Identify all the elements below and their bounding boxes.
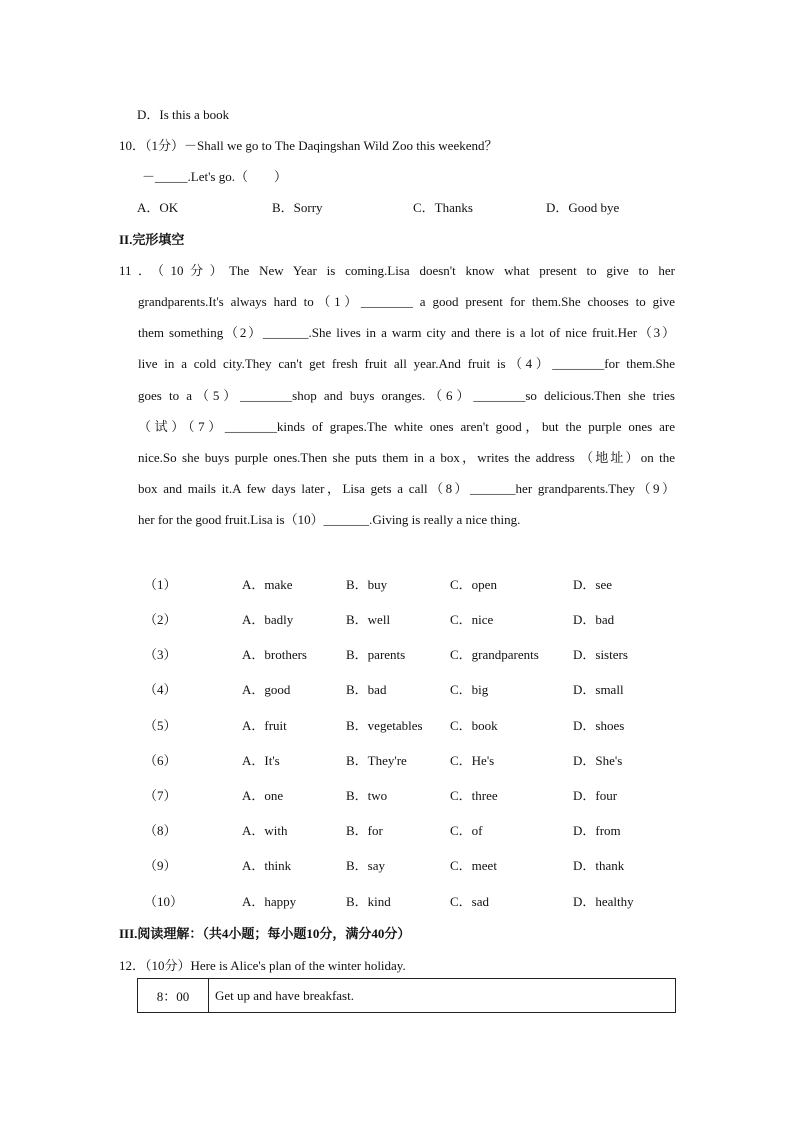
q11-passage-line: them something（2）_______.She lives in a warm city and there is a lot of nice fruit.Her（3） xyxy=(138,325,675,340)
choice-a: A．think xyxy=(242,858,292,873)
q11-passage-line: 11．（10分）The New Year is coming.Lisa doesn't know what present to give to her xyxy=(119,263,675,278)
choice-c: C．three xyxy=(450,788,498,803)
choice-b: B．They're xyxy=(346,753,407,768)
choice-d: D．shoes xyxy=(573,718,625,733)
choice-number: （6） xyxy=(144,753,177,768)
choice-d: D．see xyxy=(573,577,612,592)
q10-stem: 10．（1分）－Shall we go to The Daqingshan Wild Zoo this weekend？ xyxy=(119,138,498,153)
choice-number: （3） xyxy=(144,647,177,662)
choice-d: D．sisters xyxy=(573,647,628,662)
choice-number: （8） xyxy=(144,823,177,838)
plan-table xyxy=(137,978,676,1013)
plan-activity: Get up and have breakfast. xyxy=(209,979,676,1013)
choice-b: B．two xyxy=(346,788,388,803)
choice-d: D．from xyxy=(573,823,621,838)
q11-passage-line: goes to a（5）________shop and buys oranges.（6）________so delicious.Then she tries xyxy=(138,388,675,403)
choice-c: C．nice xyxy=(450,612,494,627)
choice-a: A．make xyxy=(242,577,293,592)
q10-option-a: A．OK xyxy=(137,200,179,215)
q11-passage-line: her for the good fruit.Lisa is（10）_______.Giving is really a nice thing. xyxy=(138,512,521,527)
choice-number: （10） xyxy=(144,894,184,909)
choice-b: B．say xyxy=(346,858,386,873)
choice-d: D．She's xyxy=(573,753,623,768)
choice-d: D．bad xyxy=(573,612,615,627)
choice-number: （5） xyxy=(144,718,177,733)
q11-passage-line: nice.So she buys purple ones.Then she puts them in a box，writes the address （地址）on the xyxy=(138,450,675,465)
q11-passage-line: box and mails it.A few days later，Lisa gets a call（8）_______her grandparents.They（9） xyxy=(138,481,675,496)
choice-b: B．kind xyxy=(346,894,391,909)
choice-number: （1） xyxy=(144,577,177,592)
q11-passage-line: live in a cold city.They can't get fresh fruit all year.And fruit is（4）________for them.She xyxy=(138,356,675,371)
choice-c: C．of xyxy=(450,823,483,838)
q10-answer-line: －_____.Let's go.（ ） xyxy=(142,169,287,184)
choice-number: （2） xyxy=(144,612,177,627)
choice-d: D．small xyxy=(573,682,624,697)
choice-a: A．happy xyxy=(242,894,297,909)
choice-number: （4） xyxy=(144,682,177,697)
plan-time: 8：00 xyxy=(138,979,209,1013)
choice-b: B．well xyxy=(346,612,391,627)
q11-passage-line: （试）（7）________kinds of grapes.The white ones aren't good，but the purple ones are xyxy=(138,419,675,434)
choice-d: D．healthy xyxy=(573,894,634,909)
choice-c: C．big xyxy=(450,682,489,697)
q12-stem: 12．（10分）Here is Alice's plan of the winter holiday. xyxy=(119,958,406,973)
choice-a: A．It's xyxy=(242,753,280,768)
q10-option-b: B．Sorry xyxy=(272,200,323,215)
choice-c: C．He's xyxy=(450,753,495,768)
choice-a: A．one xyxy=(242,788,284,803)
choice-a: A．brothers xyxy=(242,647,307,662)
choice-a: A．fruit xyxy=(242,718,287,733)
table-row xyxy=(138,979,676,1013)
choice-number: （7） xyxy=(144,788,177,803)
choice-d: D．thank xyxy=(573,858,625,873)
choice-c: C．sad xyxy=(450,894,490,909)
choice-c: C．open xyxy=(450,577,497,592)
section-title-cloze: II.完形填空 xyxy=(119,232,185,247)
q9-option-d: D．Is this a book xyxy=(137,107,230,122)
choice-b: B．buy xyxy=(346,577,388,592)
choice-c: C．book xyxy=(450,718,498,733)
choice-b: B．parents xyxy=(346,647,406,662)
q10-option-c: C．Thanks xyxy=(413,200,473,215)
q11-passage-line: grandparents.It's always hard to（1）________ a good present for them.She chooses to give xyxy=(138,294,675,309)
choice-a: A．good xyxy=(242,682,291,697)
choice-d: D．four xyxy=(573,788,618,803)
choice-c: C．meet xyxy=(450,858,497,873)
choice-a: A．badly xyxy=(242,612,294,627)
choice-b: B．for xyxy=(346,823,383,838)
choice-b: B．vegetables xyxy=(346,718,423,733)
q10-option-d: D．Good bye xyxy=(546,200,620,215)
choice-a: A．with xyxy=(242,823,288,838)
choice-b: B．bad xyxy=(346,682,387,697)
choice-c: C．grandparents xyxy=(450,647,539,662)
choice-number: （9） xyxy=(144,858,177,873)
section-title-reading: III.阅读理解：（共4小题；每小题10分，满分40分） xyxy=(119,926,411,941)
